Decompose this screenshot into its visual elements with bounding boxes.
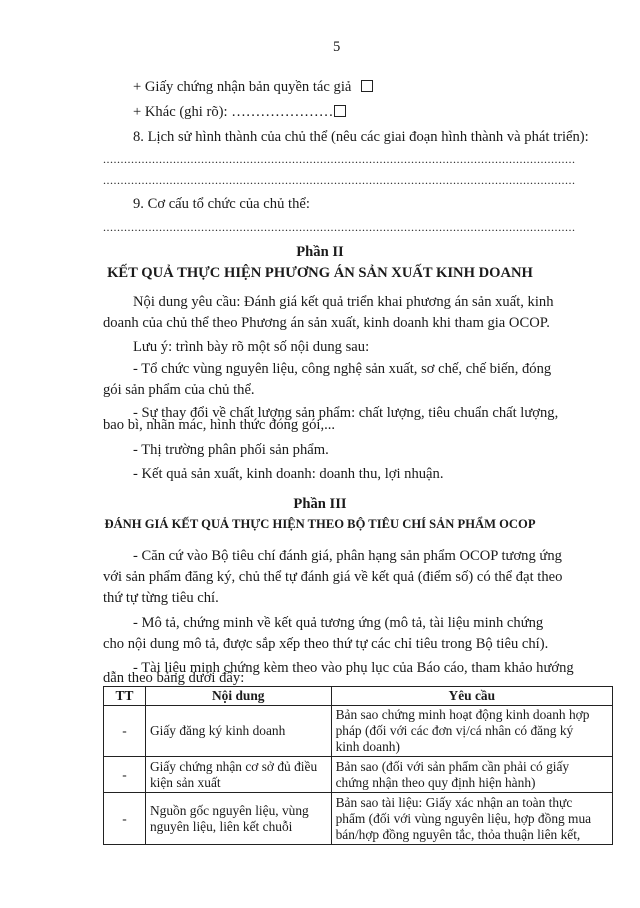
paragraph-line: - Căn cứ vào Bộ tiêu chí đánh giá, phân hạng sản phẩm OCOP tương ứng [133, 548, 562, 564]
paragraph-line: thứ tự từng tiêu chí. [103, 590, 219, 606]
dotted-line: ....................................................................................................................................... [103, 152, 576, 166]
dotted-line: ....................................................................................................................................... [103, 173, 576, 187]
paragraph-line: cho nội dung mô tả, được sắp xếp theo thứ tự các chỉ tiêu trong Bộ tiêu chí). [103, 636, 549, 652]
header-content: Nội dung [145, 687, 331, 706]
row-tt: - [104, 757, 146, 793]
row-content: Giấy chứng nhận cơ sở đủ điều kiện sản xuất [145, 757, 331, 793]
evidence-table [103, 686, 613, 845]
row-requirement: Bản sao tài liệu: Giấy xác nhận an toàn thực phẩm (đối với vùng nguyên liệu, hợp đồng mua bán/hợp đồng nguyên tắc, thỏa thuận liên kết, [331, 793, 612, 845]
checkbox[interactable] [361, 80, 373, 92]
header-requirement: Yêu cầu [331, 687, 612, 706]
paragraph-line: - Sự thay đổi về chất lượng sản phẩm: chất lượng, tiêu chuẩn chất lượng, [133, 405, 559, 421]
paragraph-line: doanh của chủ thể theo Phương án sản xuất, kinh doanh khi tham gia OCOP. [103, 315, 550, 331]
page-number: 5 [333, 39, 341, 55]
part-2-heading: KẾT QUẢ THỰC HIỆN PHƯƠNG ÁN SẢN XUẤT KINH DOANH [107, 265, 533, 281]
row-tt: - [104, 793, 146, 845]
paragraph-line: bao bì, nhãn mác, hình thức đóng gói,... [103, 417, 336, 433]
paragraph-line: - Tài liệu minh chứng kèm theo vào phụ lục của Báo cáo, tham khảo hướng [133, 660, 574, 676]
part-3-title: Phần III [293, 496, 347, 512]
other-item: + Khác (ghi rõ): ………………… [133, 101, 346, 123]
table-row [104, 793, 613, 845]
paragraph-line: Nội dung yêu cầu: Đánh giá kết quả triển khai phương án sản xuất, kinh [133, 294, 554, 310]
paragraph-line: - Thị trường phân phối sản phẩm. [133, 442, 329, 458]
paragraph-line: gói sản phẩm của chủ thể. [103, 382, 255, 398]
row-requirement: Bản sao chứng minh hoạt động kinh doanh hợp pháp (đối với các đơn vị/cá nhân có đăng ký kinh doanh) [331, 706, 612, 757]
table-row [104, 706, 613, 757]
copyright-certificate-item: + Giấy chứng nhận bản quyền tác giả [133, 76, 373, 98]
item-9: 9. Cơ cấu tổ chức của chủ thể: [133, 196, 310, 212]
item-8: 8. Lịch sử hình thành của chủ thể (nêu các giai đoạn hình thành và phát triển): [133, 129, 589, 145]
table-row [104, 757, 613, 793]
row-content: Giấy đăng ký kinh doanh [145, 706, 331, 757]
row-content: Nguồn gốc nguyên liệu, vùng nguyên liệu, liên kết chuỗi [145, 793, 331, 845]
paragraph-line: - Kết quả sản xuất, kinh doanh: doanh thu, lợi nhuận. [133, 466, 444, 482]
dotted-line: ....................................................................................................................................... [103, 220, 576, 234]
paragraph-line: Lưu ý: trình bày rõ một số nội dung sau: [133, 339, 370, 355]
checkbox[interactable] [334, 105, 346, 117]
row-requirement: Bản sao (đối với sản phẩm cần phải có giấy chứng nhận theo quy định hiện hành) [331, 757, 612, 793]
header-tt: TT [104, 687, 146, 706]
part-2-title: Phần II [296, 244, 344, 260]
part-3-heading: ĐÁNH GIÁ KẾT QUẢ THỰC HIỆN THEO BỘ TIÊU CHÍ SẢN PHẨM OCOP [104, 517, 536, 531]
paragraph-line: - Tổ chức vùng nguyên liệu, công nghệ sản xuất, sơ chế, chế biến, đóng [133, 361, 552, 377]
paragraph-line: - Mô tả, chứng minh về kết quả tương ứng (mô tả, tài liệu minh chứng [133, 615, 544, 631]
paragraph-line: dẫn theo bảng dưới đây: [103, 670, 245, 686]
paragraph-line: với sản phẩm đăng ký, chủ thể tự đánh giá về kết quả (điểm số) có thể đạt theo [103, 569, 563, 585]
row-tt: - [104, 706, 146, 757]
table-header-row [104, 687, 613, 706]
